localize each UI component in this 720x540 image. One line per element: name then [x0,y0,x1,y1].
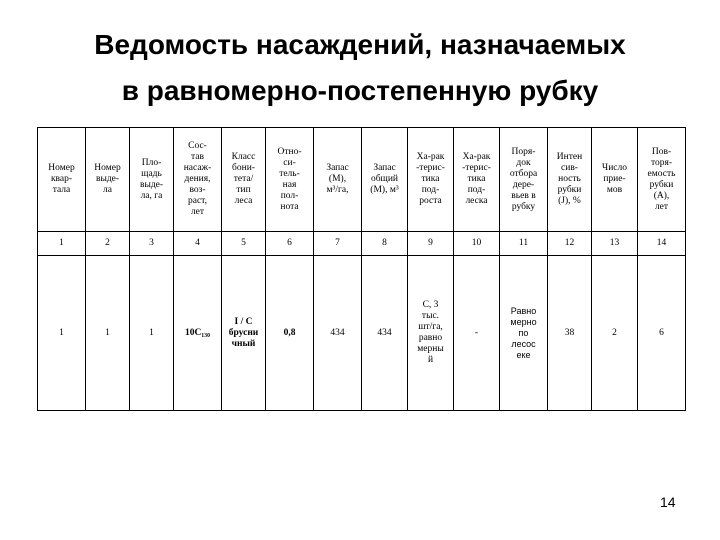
column-number: 7 [314,232,362,256]
header-cell-stock-per-ha: Запас (М), м³/га, [314,128,362,232]
column-number: 10 [454,232,500,256]
page-title [0,22,720,114]
cell-intensity: 38 [548,256,592,411]
header-cell-repeat: Пов- торя- емость рубки (А), лет [638,128,686,232]
title-line-2: в равномерно-постепенную рубку [121,75,599,106]
cell-repeat: 6 [638,256,686,411]
cell-bonitet: I / C брусни чный [222,256,266,411]
header-cell-bonitet: Класс бони- тета/ тип леса [222,128,266,232]
column-number: 4 [174,232,222,256]
table-header-row [38,128,686,232]
cell-composition: 10C₁₃₀ [174,256,222,411]
cell-quarter: 1 [38,256,86,411]
header-cell-intensity: Интен сив- ность рубки (J), % [548,128,592,232]
column-number: 14 [638,232,686,256]
header-cell-passes: Число прие- мов [592,128,638,232]
header-cell-undergrowth: Ха-рак -терис- тика под- роста [408,128,454,232]
cell-undergrowth: С, 3 тыс. шт/га, равно мерны й [408,256,454,411]
cell-area: 1 [130,256,174,411]
stand-register-table [37,127,686,411]
table-row [38,256,686,411]
table-number-row [38,232,686,256]
header-cell-density: Отно- си- тель- ная пол- нота [266,128,314,232]
column-number: 11 [500,232,548,256]
title-line-1: Ведомость насаждений, назначаемых [94,29,626,60]
column-number: 3 [130,232,174,256]
header-cell-plot: Номер выде- ла [86,128,130,232]
cell-plot: 1 [86,256,130,411]
column-number: 6 [266,232,314,256]
header-cell-stock-total: Запас общий (М), м³ [362,128,408,232]
cell-stock-total: 434 [362,256,408,411]
header-cell-selection-order: Поря- док отбора дере- вьев в рубку [500,128,548,232]
column-number: 5 [222,232,266,256]
column-number: 9 [408,232,454,256]
cell-underbrush: - [454,256,500,411]
cell-stock-per-ha: 434 [314,256,362,411]
cell-selection-order: Равно мерно по лесос еке [500,256,548,411]
header-cell-area: Пло- щадь выде- ла, га [130,128,174,232]
column-number: 2 [86,232,130,256]
header-cell-quarter: Номер квар- тала [38,128,86,232]
cell-density: 0,8 [266,256,314,411]
header-cell-composition: Сос- тав насаж- дения, воз- раст, лет [174,128,222,232]
column-number: 13 [592,232,638,256]
page-number: 14 [660,494,676,510]
column-number: 12 [548,232,592,256]
cell-passes: 2 [592,256,638,411]
column-number: 1 [38,232,86,256]
column-number: 8 [362,232,408,256]
header-cell-underbrush: Ха-рак -терис- тика под- леска [454,128,500,232]
